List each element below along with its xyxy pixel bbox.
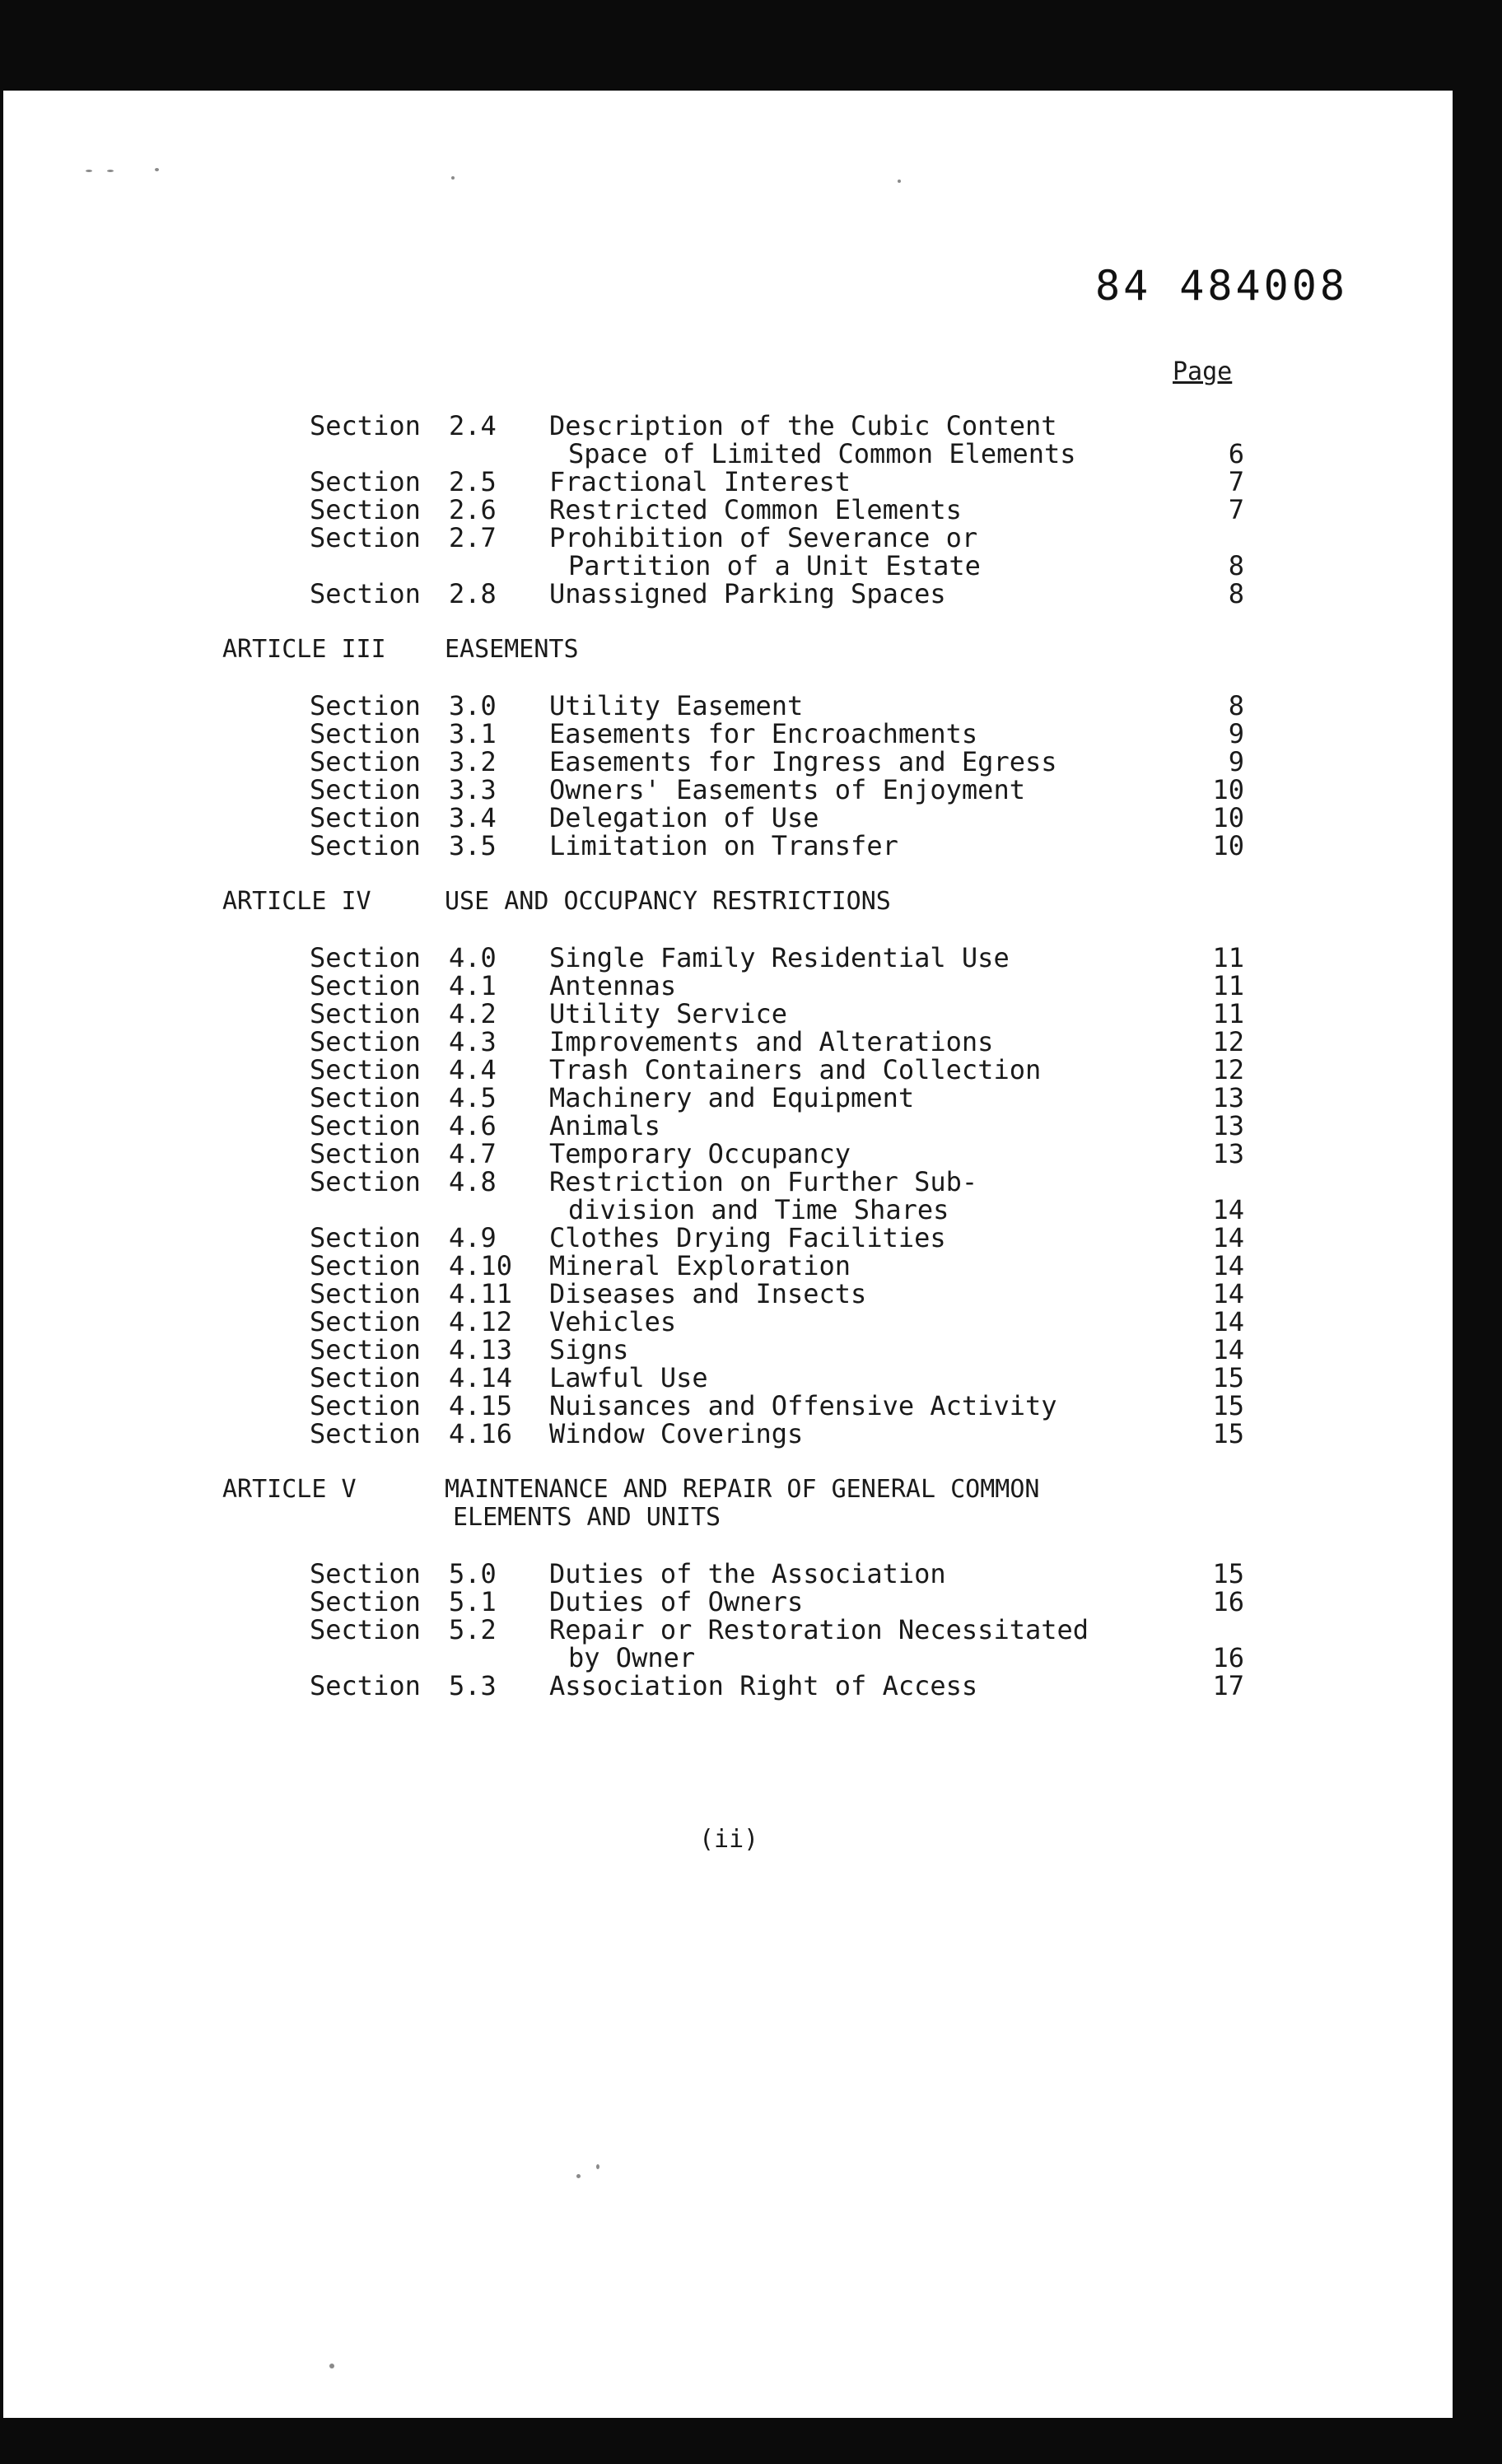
section-page: 13 <box>1212 1082 1244 1113</box>
section-title: Clothes Drying Facilities <box>549 1222 946 1253</box>
section-title: Owners' Easements of Enjoyment <box>549 774 1025 805</box>
section-number: 5.0 <box>449 1558 497 1589</box>
section-title: Restriction on Further Sub- <box>549 1166 978 1197</box>
footer-page-number: (ii) <box>699 1825 759 1854</box>
section-label: Section <box>310 494 421 525</box>
scan-speck <box>107 170 114 172</box>
section-number: 4.8 <box>449 1166 497 1197</box>
section-title: Easements for Ingress and Egress <box>549 746 1057 777</box>
section-title: Space of Limited Common Elements <box>568 438 1076 469</box>
section-page: 15 <box>1212 1390 1244 1421</box>
scan-speck <box>155 168 159 171</box>
section-page: 7 <box>1228 494 1244 525</box>
section-number: 4.4 <box>449 1054 497 1085</box>
section-number: 3.5 <box>449 830 497 861</box>
section-title: Trash Containers and Collection <box>549 1054 1042 1085</box>
section-page: 15 <box>1212 1362 1244 1393</box>
scan-border-bottom <box>0 2418 1502 2464</box>
article-label: ARTICLE III <box>222 635 386 664</box>
section-label: Section <box>310 1418 421 1449</box>
section-number: 2.5 <box>449 466 497 497</box>
section-title: Fractional Interest <box>549 466 851 497</box>
section-number: 4.10 <box>449 1250 513 1281</box>
section-title: Diseases and Insects <box>549 1278 867 1309</box>
section-title: Limitation on Transfer <box>549 830 898 861</box>
section-number: 3.1 <box>449 718 497 749</box>
section-label: Section <box>310 1362 421 1393</box>
section-title: Unassigned Parking Spaces <box>549 578 946 609</box>
section-label: Section <box>310 1054 421 1085</box>
section-title: Association Right of Access <box>549 1670 978 1701</box>
article-title: EASEMENTS <box>445 635 579 664</box>
article-label: ARTICLE IV <box>222 887 371 916</box>
section-number: 4.6 <box>449 1110 497 1141</box>
scan-speck <box>329 2364 334 2368</box>
section-page: 8 <box>1228 550 1244 581</box>
section-label: Section <box>310 690 421 721</box>
section-title: Utility Easement <box>549 690 804 721</box>
section-page: 6 <box>1228 438 1244 469</box>
article-title: USE AND OCCUPANCY RESTRICTIONS <box>445 887 891 916</box>
section-label: Section <box>310 942 421 973</box>
section-number: 4.2 <box>449 998 497 1029</box>
scan-speck <box>898 180 901 183</box>
section-number: 4.15 <box>449 1390 513 1421</box>
section-label: Section <box>310 1670 421 1701</box>
section-label: Section <box>310 746 421 777</box>
section-title: Prohibition of Severance or <box>549 522 978 553</box>
section-number: 2.6 <box>449 494 497 525</box>
scan-border-right <box>1453 0 1502 2464</box>
section-title: Machinery and Equipment <box>549 1082 915 1113</box>
section-title: Delegation of Use <box>549 802 819 833</box>
section-page: 14 <box>1212 1278 1244 1309</box>
article-label: ARTICLE V <box>222 1475 357 1504</box>
section-number: 4.14 <box>449 1362 513 1393</box>
section-page: 14 <box>1212 1194 1244 1225</box>
section-number: 5.3 <box>449 1670 497 1701</box>
scan-speck <box>86 170 92 172</box>
article-title: ELEMENTS AND UNITS <box>453 1503 721 1532</box>
section-title: Easements for Encroachments <box>549 718 978 749</box>
section-label: Section <box>310 774 421 805</box>
section-number: 3.2 <box>449 746 497 777</box>
section-page: 14 <box>1212 1250 1244 1281</box>
section-number: 2.8 <box>449 578 497 609</box>
section-title: by Owner <box>568 1642 696 1673</box>
section-title: Duties of the Association <box>549 1558 946 1589</box>
section-page: 9 <box>1228 718 1244 749</box>
section-page: 10 <box>1212 830 1244 861</box>
section-label: Section <box>310 830 421 861</box>
section-page: 14 <box>1212 1222 1244 1253</box>
section-page: 8 <box>1228 578 1244 609</box>
section-page: 7 <box>1228 466 1244 497</box>
section-title: Partition of a Unit Estate <box>568 550 981 581</box>
section-title: Animals <box>549 1110 660 1141</box>
section-title: Temporary Occupancy <box>549 1138 851 1169</box>
section-number: 4.0 <box>449 942 497 973</box>
scan-border-left <box>0 91 3 2418</box>
section-page: 14 <box>1212 1334 1244 1365</box>
section-label: Section <box>310 1110 421 1141</box>
section-label: Section <box>310 1306 421 1337</box>
section-label: Section <box>310 1558 421 1589</box>
page-column-heading: Page <box>1173 357 1233 386</box>
section-title: Single Family Residential Use <box>549 942 1010 973</box>
scan-border-top <box>0 0 1502 91</box>
section-page: 12 <box>1212 1054 1244 1085</box>
section-number: 4.16 <box>449 1418 513 1449</box>
section-title: Utility Service <box>549 998 787 1029</box>
scan-speck <box>576 2174 581 2178</box>
section-label: Section <box>310 1166 421 1197</box>
section-page: 16 <box>1212 1586 1244 1617</box>
section-label: Section <box>310 718 421 749</box>
section-number: 2.7 <box>449 522 497 553</box>
section-page: 15 <box>1212 1558 1244 1589</box>
section-label: Section <box>310 410 421 441</box>
section-page: 11 <box>1212 998 1244 1029</box>
section-number: 5.2 <box>449 1614 497 1645</box>
section-number: 4.1 <box>449 970 497 1001</box>
section-title: Signs <box>549 1334 629 1365</box>
section-title: Window Coverings <box>549 1418 804 1449</box>
section-page: 16 <box>1212 1642 1244 1673</box>
section-page: 9 <box>1228 746 1244 777</box>
section-title: Description of the Cubic Content <box>549 410 1057 441</box>
section-label: Section <box>310 998 421 1029</box>
document-number: 84 484008 <box>1095 262 1348 310</box>
section-title: Repair or Restoration Necessitated <box>549 1614 1089 1645</box>
section-label: Section <box>310 1250 421 1281</box>
section-page: 12 <box>1212 1026 1244 1057</box>
section-page: 11 <box>1212 942 1244 973</box>
section-title: division and Time Shares <box>568 1194 949 1225</box>
section-label: Section <box>310 1026 421 1057</box>
section-title: Vehicles <box>549 1306 677 1337</box>
section-title: Restricted Common Elements <box>549 494 962 525</box>
section-title: Improvements and Alterations <box>549 1026 994 1057</box>
section-page: 10 <box>1212 774 1244 805</box>
section-label: Section <box>310 1614 421 1645</box>
section-label: Section <box>310 1390 421 1421</box>
section-label: Section <box>310 970 421 1001</box>
section-number: 4.9 <box>449 1222 497 1253</box>
section-title: Antennas <box>549 970 677 1001</box>
section-title: Nuisances and Offensive Activity <box>549 1390 1057 1421</box>
section-number: 5.1 <box>449 1586 497 1617</box>
section-number: 4.3 <box>449 1026 497 1057</box>
section-number: 4.12 <box>449 1306 513 1337</box>
section-page: 13 <box>1212 1138 1244 1169</box>
section-page: 11 <box>1212 970 1244 1001</box>
section-label: Section <box>310 466 421 497</box>
section-label: Section <box>310 1138 421 1169</box>
section-number: 3.0 <box>449 690 497 721</box>
section-page: 14 <box>1212 1306 1244 1337</box>
section-label: Section <box>310 578 421 609</box>
scan-speck <box>596 2164 599 2169</box>
section-title: Lawful Use <box>549 1362 708 1393</box>
section-number: 2.4 <box>449 410 497 441</box>
section-label: Section <box>310 1222 421 1253</box>
section-label: Section <box>310 1278 421 1309</box>
section-page: 10 <box>1212 802 1244 833</box>
scan-speck <box>451 176 455 180</box>
section-label: Section <box>310 1082 421 1113</box>
section-title: Duties of Owners <box>549 1586 804 1617</box>
section-title: Mineral Exploration <box>549 1250 851 1281</box>
section-page: 15 <box>1212 1418 1244 1449</box>
section-number: 3.4 <box>449 802 497 833</box>
section-number: 4.11 <box>449 1278 513 1309</box>
section-number: 4.5 <box>449 1082 497 1113</box>
article-title: MAINTENANCE AND REPAIR OF GENERAL COMMON <box>445 1475 1040 1504</box>
section-page: 17 <box>1212 1670 1244 1701</box>
section-number: 4.7 <box>449 1138 497 1169</box>
section-label: Section <box>310 1586 421 1617</box>
section-label: Section <box>310 522 421 553</box>
section-number: 3.3 <box>449 774 497 805</box>
section-number: 4.13 <box>449 1334 513 1365</box>
section-label: Section <box>310 802 421 833</box>
section-page: 13 <box>1212 1110 1244 1141</box>
section-label: Section <box>310 1334 421 1365</box>
section-page: 8 <box>1228 690 1244 721</box>
